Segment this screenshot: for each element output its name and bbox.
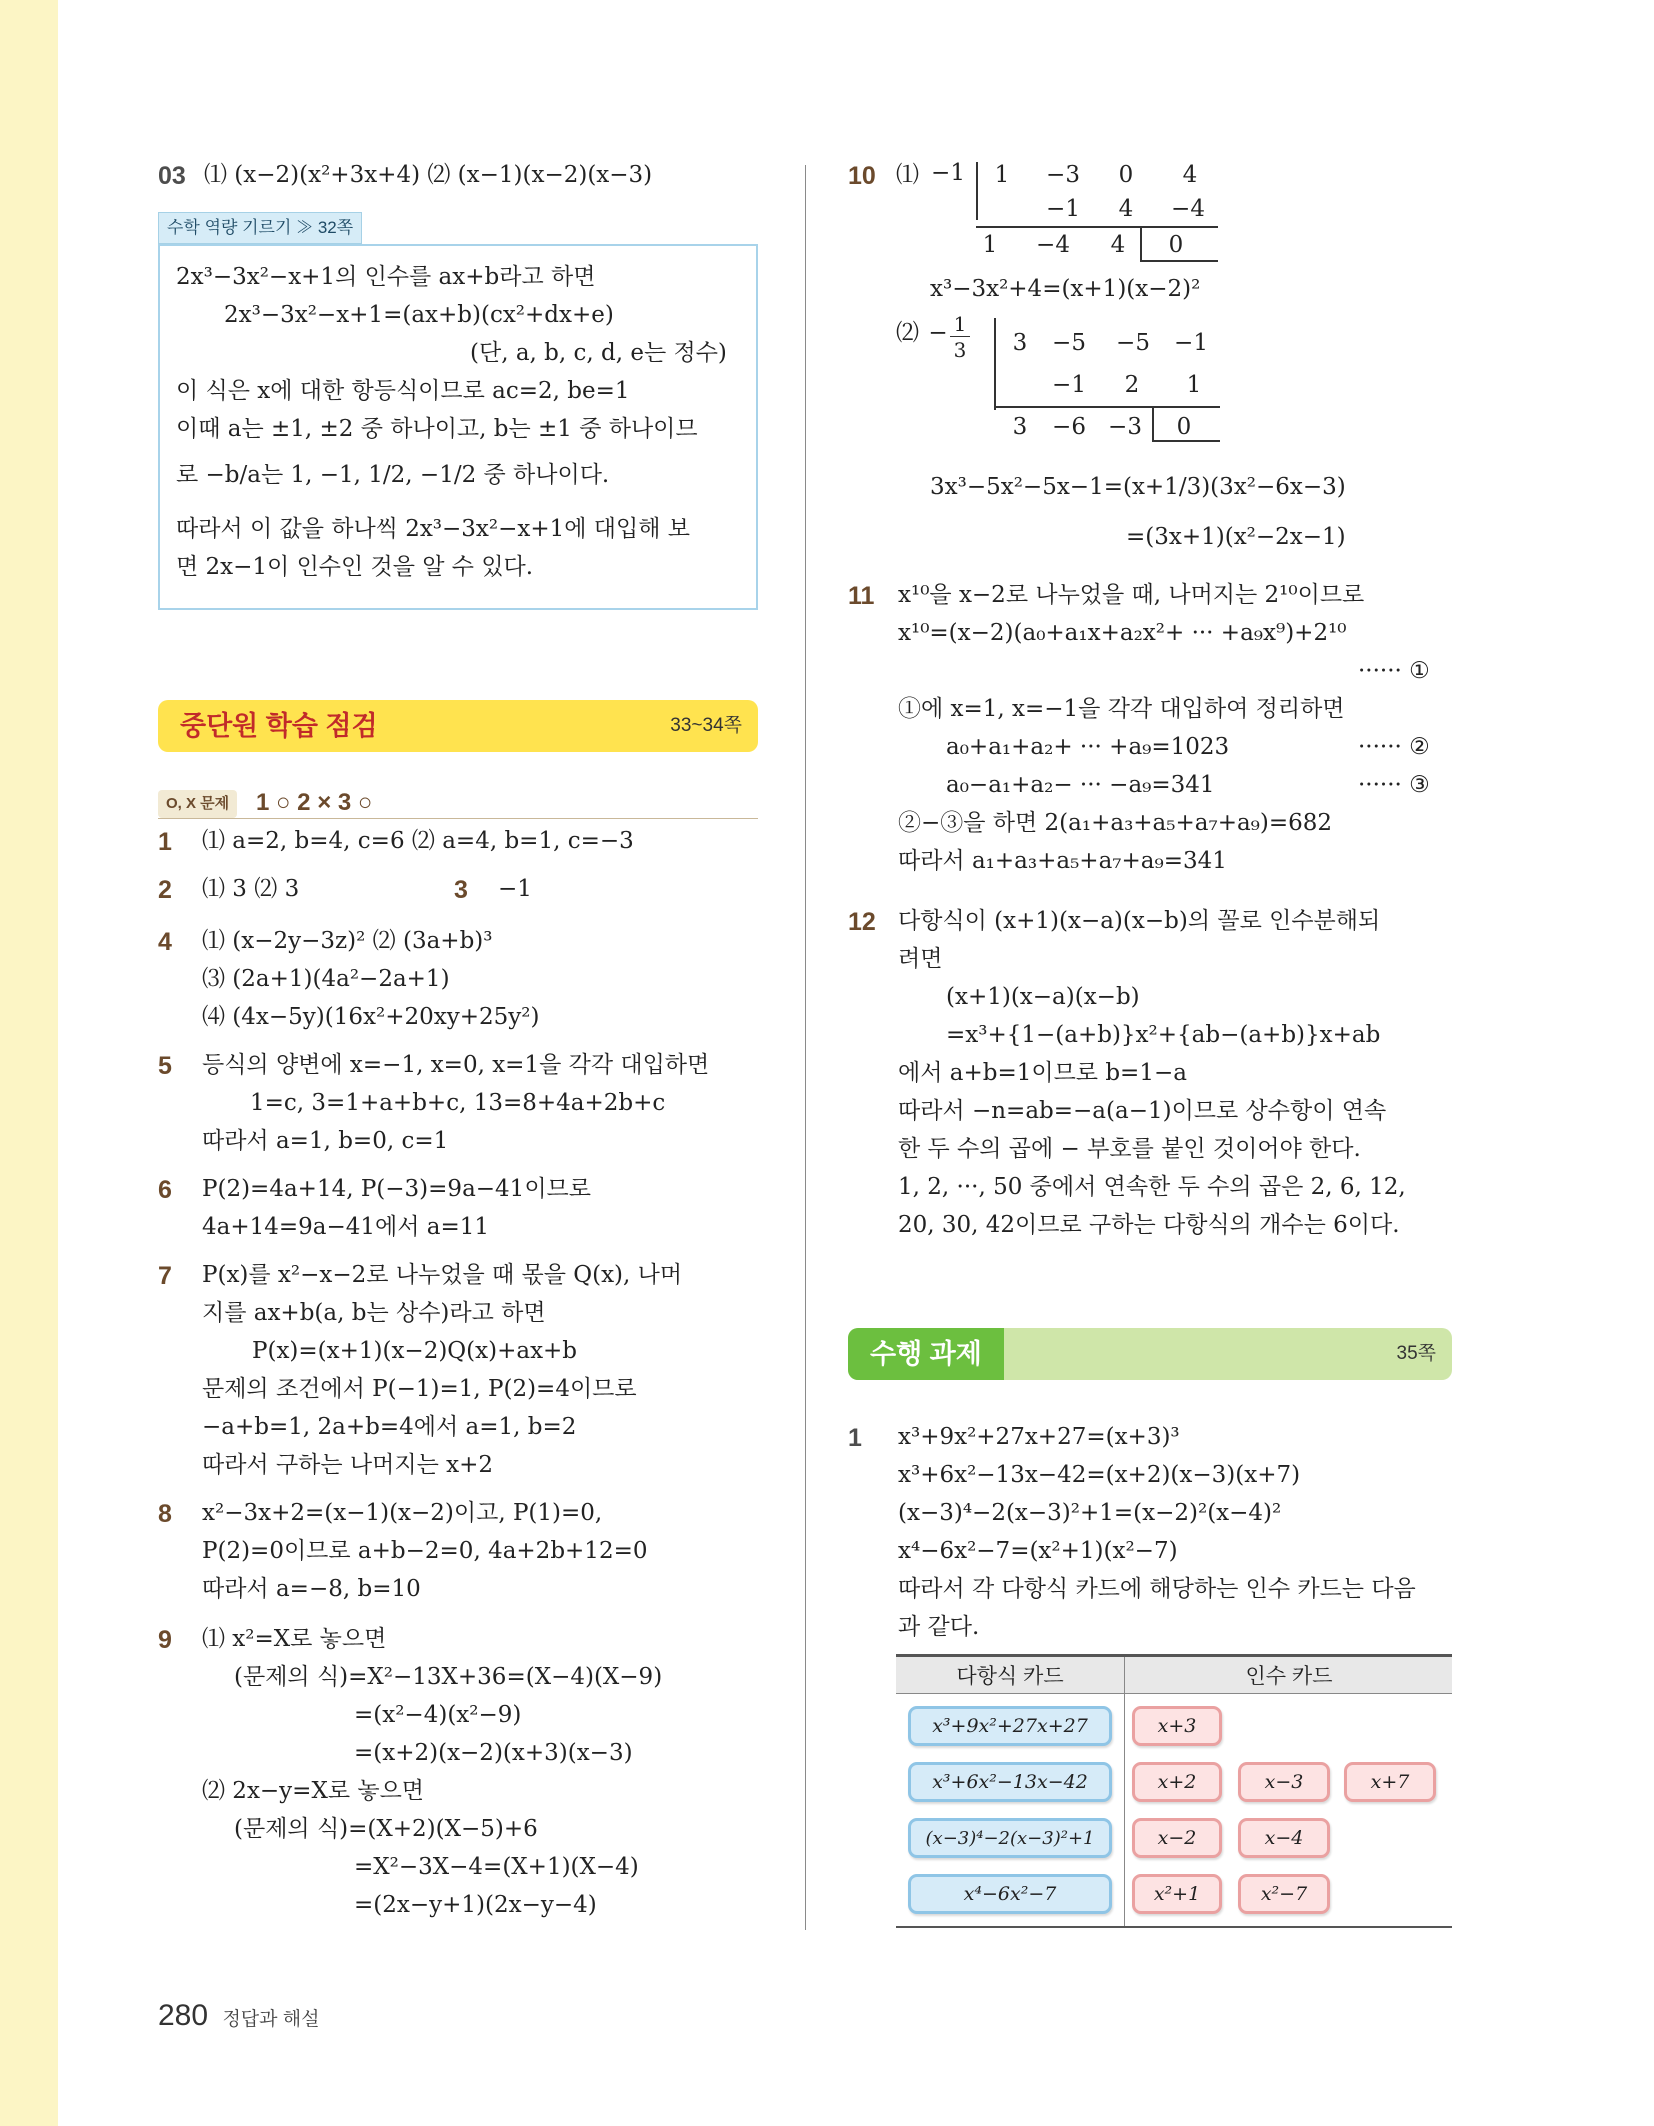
table-divider	[1124, 1657, 1125, 1927]
answer-line: =(2x−y+1)(2x−y−4)	[354, 1892, 597, 1918]
problem-number: 03	[158, 162, 186, 190]
answer-line: ······ ③	[1358, 772, 1430, 798]
answer-line: (문제의 식)=X²−13X+36=(X−4)(X−9)	[234, 1664, 663, 1690]
answer-line: 따라서 각 다항식 카드에 해당하는 인수 카드는 다음	[898, 1576, 1416, 1602]
answer-line: ⑴ 3 ⑵ 3	[202, 876, 300, 902]
problem-number: 5	[158, 1052, 172, 1080]
answer-line: x¹⁰=(x−2)(a₀+a₁x+a₂x²+ ··· +a₉x⁹)+2¹⁰	[898, 620, 1347, 646]
answer-line: 1=c, 3=1+a+b+c, 13=8+4a+2b+c	[250, 1090, 666, 1116]
factor-card: x+7	[1344, 1762, 1436, 1802]
ox-tag: O, X 문제	[158, 790, 237, 818]
division-cell: −4	[1171, 196, 1205, 222]
answer-line: =x³+{1−(a+b)}x²+{ab−(a+b)}x+ab	[946, 1022, 1381, 1048]
banner-title: 중단원 학습 점검	[180, 711, 378, 741]
division-cell: −3	[1108, 414, 1142, 440]
division-bar	[994, 318, 996, 410]
answer-line: 4a+14=9a−41에서 a=11	[202, 1214, 490, 1240]
answer-line: 다항식이 (x+1)(x−a)(x−b)의 꼴로 인수분해되	[898, 908, 1381, 934]
division-cell: 1	[994, 162, 1010, 188]
division-cell: 3	[1012, 330, 1028, 356]
division-cell: 0	[1118, 162, 1134, 188]
answer-line: x²−3x+2=(x−1)(x−2)이고, P(1)=0,	[202, 1500, 603, 1526]
answer-line: −a+b=1, 2a+b=4에서 a=1, b=2	[202, 1414, 577, 1440]
answer-line: 따라서 −n=ab=−a(a−1)이므로 상수항이 연속	[898, 1098, 1387, 1124]
polynomial-card: x³+9x²+27x+27	[908, 1706, 1112, 1746]
answer-line: ⑷ (4x−5y)(16x²+20xy+25y²)	[202, 1004, 540, 1030]
answer-line: ⑴ x²=X로 놓으면	[202, 1626, 387, 1652]
answer-line: 따라서 a=−8, b=10	[202, 1576, 421, 1602]
footer-label: 정답과 해설	[222, 2009, 320, 2030]
factor-card: x+2	[1132, 1762, 1222, 1802]
factor-card: x²−7	[1238, 1874, 1330, 1914]
problem-number: 6	[158, 1176, 172, 1204]
division-root: 1	[953, 312, 967, 336]
remainder-box	[1152, 440, 1220, 442]
division-cell: 1	[982, 232, 998, 258]
answer-line: 따라서 구하는 나머지는 x+2	[202, 1452, 493, 1478]
problem-number: 1	[158, 828, 172, 856]
table-header-cell: 인수 카드	[1245, 1665, 1333, 1688]
ox-rule	[158, 818, 758, 819]
answer-line: 문제의 조건에서 P(−1)=1, P(2)=4이므로	[202, 1376, 637, 1402]
answer-line: a₀−a₁+a₂− ··· −a₉=341	[946, 772, 1215, 798]
answer-line: 한 두 수의 곱에 − 부호를 붙인 것이어야 한다.	[898, 1136, 1361, 1162]
column-divider	[805, 165, 806, 1930]
factor-card: x²+1	[1132, 1874, 1222, 1914]
answer-line: P(2)=0이므로 a+b−2=0, 4a+2b+12=0	[202, 1538, 648, 1564]
box-line: 면 2x−1이 인수인 것을 알 수 있다.	[176, 554, 534, 580]
division-cell: −5	[1116, 330, 1150, 356]
problem-number: 4	[158, 928, 172, 956]
factor-card: x−3	[1238, 1762, 1330, 1802]
competency-tag: 수학 역량 기르기 ≫ 32쪽	[158, 212, 362, 244]
polynomial-card: (x−3)⁴−2(x−3)²+1	[908, 1818, 1112, 1858]
division-cell: −1	[1046, 196, 1080, 222]
answer-line: (x+1)(x−a)(x−b)	[946, 984, 1140, 1010]
section-banner-unit-check	[158, 700, 758, 752]
problem-number: 2	[158, 876, 172, 904]
polynomial-card: x³+6x²−13x−42	[908, 1762, 1112, 1802]
answer-line: 지를 ax+b(a, b는 상수)라고 하면	[202, 1300, 546, 1326]
answer-line: x⁴−6x²−7=(x²+1)(x²−7)	[898, 1538, 1178, 1564]
section-banner-task	[848, 1328, 1452, 1380]
division-line	[994, 406, 1220, 408]
ox-answers: 1 ○ 2 × 3 ○	[256, 789, 373, 816]
division-cell: −6	[1052, 414, 1086, 440]
answer-line: 등식의 양변에 x=−1, x=0, x=1을 각각 대입하면	[202, 1052, 710, 1078]
answer-line: 따라서 a₁+a₃+a₅+a₇+a₉=341	[898, 848, 1227, 874]
answer-line: ⑵ 2x−y=X로 놓으면	[202, 1778, 425, 1804]
remainder-box	[1140, 260, 1218, 262]
banner-title: 수행 과제	[870, 1339, 982, 1369]
competency-box	[158, 244, 758, 610]
box-line: 따라서 이 값을 하나씩 2x³−3x²−x+1에 대입해 보	[176, 516, 690, 542]
answer-line: P(x)=(x+1)(x−2)Q(x)+ax+b	[252, 1338, 578, 1364]
division-cell: 4	[1182, 162, 1198, 188]
division-root: −	[928, 320, 948, 346]
polynomial-card: x⁴−6x²−7	[908, 1874, 1112, 1914]
answer-line: 3x³−5x²−5x−1=(x+1/3)(3x²−6x−3)	[930, 474, 1346, 500]
answer-line: ······ ①	[1358, 658, 1430, 684]
banner-pages: 33~34쪽	[670, 715, 742, 736]
division-cell: 4	[1118, 196, 1134, 222]
factor-card: x−4	[1238, 1818, 1330, 1858]
answer-line: ⑴ (x−2y−3z)² ⑵ (3a+b)³	[202, 928, 493, 954]
answer-line: ⑴ (x−2)(x²+3x+4) ⑵ (x−1)(x−2)(x−3)	[204, 162, 653, 188]
problem-number: 8	[158, 1500, 172, 1528]
answer-line: 과 같다.	[898, 1614, 980, 1640]
division-line	[976, 226, 1218, 228]
answer-line: =X²−3X−4=(X+1)(X−4)	[354, 1854, 639, 1880]
answer-line: ⑶ (2a+1)(4a²−2a+1)	[202, 966, 450, 992]
part-label: ⑵	[896, 320, 919, 346]
answer-line: x¹⁰을 x−2로 나누었을 때, 나머지는 2¹⁰이므로	[898, 582, 1365, 608]
box-line: 이때 a는 ±1, ±2 중 하나이고, b는 ±1 중 하나이므	[176, 416, 698, 442]
problem-number: 11	[848, 582, 875, 610]
division-remainder: 0	[1176, 414, 1192, 440]
box-line: 2x³−3x²−x+1=(ax+b)(cx²+dx+e)	[224, 302, 614, 328]
problem-number: 10	[848, 162, 876, 190]
factor-card: x−2	[1132, 1818, 1222, 1858]
answer-line: x³+9x²+27x+27=(x+3)³	[898, 1424, 1180, 1450]
problem-number: 9	[158, 1626, 172, 1654]
problem-number: 12	[848, 908, 876, 936]
division-root: −1	[931, 160, 965, 186]
answer-line: =(x²−4)(x²−9)	[354, 1702, 522, 1728]
answer-line: ······ ②	[1358, 734, 1430, 760]
answer-line: ①에 x=1, x=−1을 각각 대입하여 정리하면	[898, 696, 1345, 722]
division-bar	[976, 162, 978, 220]
answer-line: =(x+2)(x−2)(x+3)(x−3)	[354, 1740, 633, 1766]
division-cell: −1	[1052, 372, 1086, 398]
box-line: (단, a, b, c, d, e는 정수)	[470, 340, 727, 366]
page-number: 280	[158, 1999, 209, 2032]
margin-strip	[0, 0, 58, 2126]
fraction-bar	[950, 336, 970, 337]
answer-line: =(3x+1)(x²−2x−1)	[1126, 524, 1346, 550]
answer-line: (x−3)⁴−2(x−3)²+1=(x−2)²(x−4)²	[898, 1500, 1282, 1526]
division-cell: −1	[1174, 330, 1208, 356]
answer-line: x³−3x²+4=(x+1)(x−2)²	[930, 276, 1201, 302]
banner-pages: 35쪽	[1396, 1343, 1436, 1364]
answer-line: a₀+a₁+a₂+ ··· +a₉=1023	[946, 734, 1230, 760]
division-cell: −4	[1036, 232, 1070, 258]
division-cell: 1	[1186, 372, 1202, 398]
division-cell: 4	[1110, 232, 1126, 258]
box-line: 로 −b/a는 1, −1, 1/2, −1/2 중 하나이다.	[176, 462, 610, 488]
box-line: 2x³−3x²−x+1의 인수를 ax+b라고 하면	[176, 264, 596, 290]
division-root: 3	[953, 338, 967, 362]
answer-line: (문제의 식)=(X+2)(X−5)+6	[234, 1816, 538, 1842]
answer-line: P(2)=4a+14, P(−3)=9a−41이므로	[202, 1176, 591, 1202]
division-remainder: 0	[1168, 232, 1184, 258]
answer-line: 따라서 a=1, b=0, c=1	[202, 1128, 449, 1154]
factor-card: x+3	[1132, 1706, 1222, 1746]
answer-line: ②−③을 하면 2(a₁+a₃+a₅+a₇+a₉)=682	[898, 810, 1333, 836]
remainder-box	[1140, 226, 1142, 260]
part-label: ⑴	[896, 162, 919, 188]
table-header-cell: 다항식 카드	[956, 1665, 1064, 1688]
answer-line: ⑴ a=2, b=4, c=6 ⑵ a=4, b=1, c=−3	[202, 828, 634, 854]
card-table	[896, 1654, 1452, 1928]
problem-number: 1	[848, 1424, 862, 1452]
answer-line: 에서 a+b=1이므로 b=1−a	[898, 1060, 1187, 1086]
answer-line: P(x)를 x²−x−2로 나누었을 때 몫을 Q(x), 나머	[202, 1262, 683, 1288]
division-cell: 3	[1012, 414, 1028, 440]
answer-line: 20, 30, 42이므로 구하는 다항식의 개수는 6이다.	[898, 1212, 1400, 1238]
division-cell: −5	[1052, 330, 1086, 356]
answer-line: 1, 2, ···, 50 중에서 연속한 두 수의 곱은 2, 6, 12,	[898, 1174, 1406, 1200]
answer-line: −1	[498, 876, 532, 902]
division-cell: −3	[1046, 162, 1080, 188]
answer-line: 려면	[898, 946, 943, 972]
problem-number: 7	[158, 1262, 172, 1290]
division-cell: 2	[1124, 372, 1140, 398]
page-footer	[158, 1999, 320, 2033]
problem-number: 3	[454, 876, 468, 904]
answer-line: x³+6x²−13x−42=(x+2)(x−3)(x+7)	[898, 1462, 1301, 1488]
box-line: 이 식은 x에 대한 항등식이므로 ac=2, be=1	[176, 378, 630, 404]
